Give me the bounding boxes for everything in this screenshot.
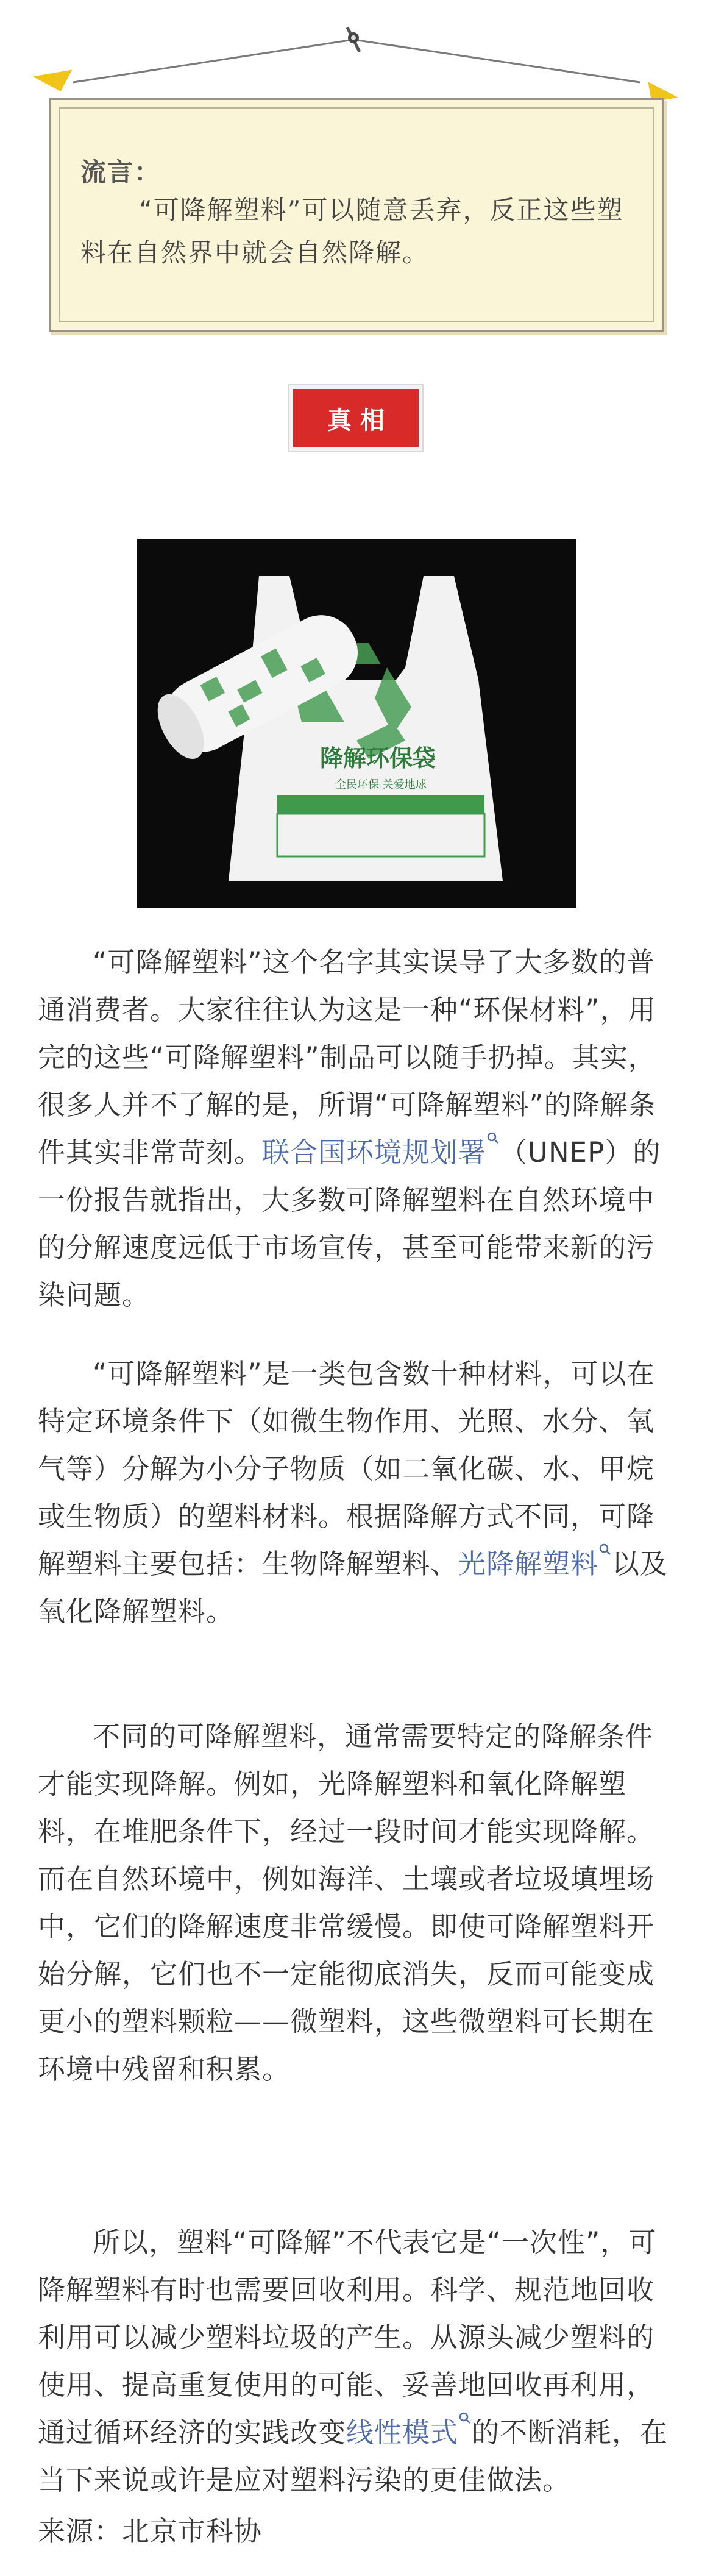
unep-link[interactable]: 联合国环境规划署	[262, 1136, 487, 1169]
search-icon[interactable]	[598, 1543, 612, 1556]
source-credit: 来源：北京市科协	[38, 2515, 263, 2547]
paragraph-1: “可降解塑料”这个名字其实误导了大多数的普通消费者。大家往往认为这是一种“环保材料”，用完的这些“可降解塑料”制品可以随手扔掉。其实，很多人并不了解的是，所谓“可降解塑料”的降解条件其实非常苛刻。联合国环境规划署 （UNEP）的一份报告就指出，大多数可降解塑料在自然环境中的分解速度远低于市场宣传，甚至可能带来新的污染问题。	[38, 946, 661, 1311]
search-icon[interactable]	[486, 1131, 500, 1145]
paragraph-4: 所以，塑料“可降解”不代表它是“一次性”，可降解塑料有时也需要回收利用。科学、规范地回收利用可以减少塑料垃圾的产生。从源头减少塑料的使用、提高重复使用的可能、妥善地回收再利用，通过循环经济的实践改变线性模式 的不断消耗，在当下来说或许是应对塑料污染的更佳做法。	[38, 2226, 669, 2496]
hanging-wire-decoration	[37, 6, 676, 110]
photodegradable-plastic-link[interactable]: 光降解塑料	[458, 1548, 599, 1580]
degradable-bag-photo	[137, 539, 576, 908]
rumor-label: 流言：	[80, 157, 161, 187]
bag-subtitle: 全民环保 关爱地球	[335, 778, 427, 791]
rumor-note	[37, 6, 676, 335]
search-icon[interactable]	[458, 2411, 472, 2425]
linear-model-link[interactable]: 线性模式	[346, 2416, 459, 2449]
paragraph-2: “可降解塑料”是一类包含数十种材料，可以在特定环境条件下（如微生物作用、光照、水分、氧气等）分解为小分子物质（如二氧化碳、水、甲烷或生物质）的塑料材料。根据降解方式不同，可降解塑料主要包括：生物降解塑料、光降解塑料 以及氧化降解塑料。	[38, 1357, 669, 1628]
bag-title: 降解环保袋	[320, 745, 436, 772]
truth-badge: 真相	[289, 385, 422, 451]
rumor-text: “可降解塑料”可以随意丢弃，反正这些塑料在自然界中就会自然降解。	[80, 195, 624, 268]
bag-illustration	[137, 539, 576, 908]
paragraph-3: 不同的可降解塑料，通常需要特定的降解条件才能实现降解。例如，光降解塑料和氧化降解塑料，在堆肥条件下，经过一段时间才能实现降解。而在自然环境中，例如海洋、土壤或者垃圾填埋场中，它们的降解速度非常缓慢。即使可降解塑料开始分解，它们也不一定能彻底消失，反而可能变成更小的塑料颗粒——微塑料，这些微塑料可长期在环境中残留和积累。	[38, 1720, 655, 2085]
